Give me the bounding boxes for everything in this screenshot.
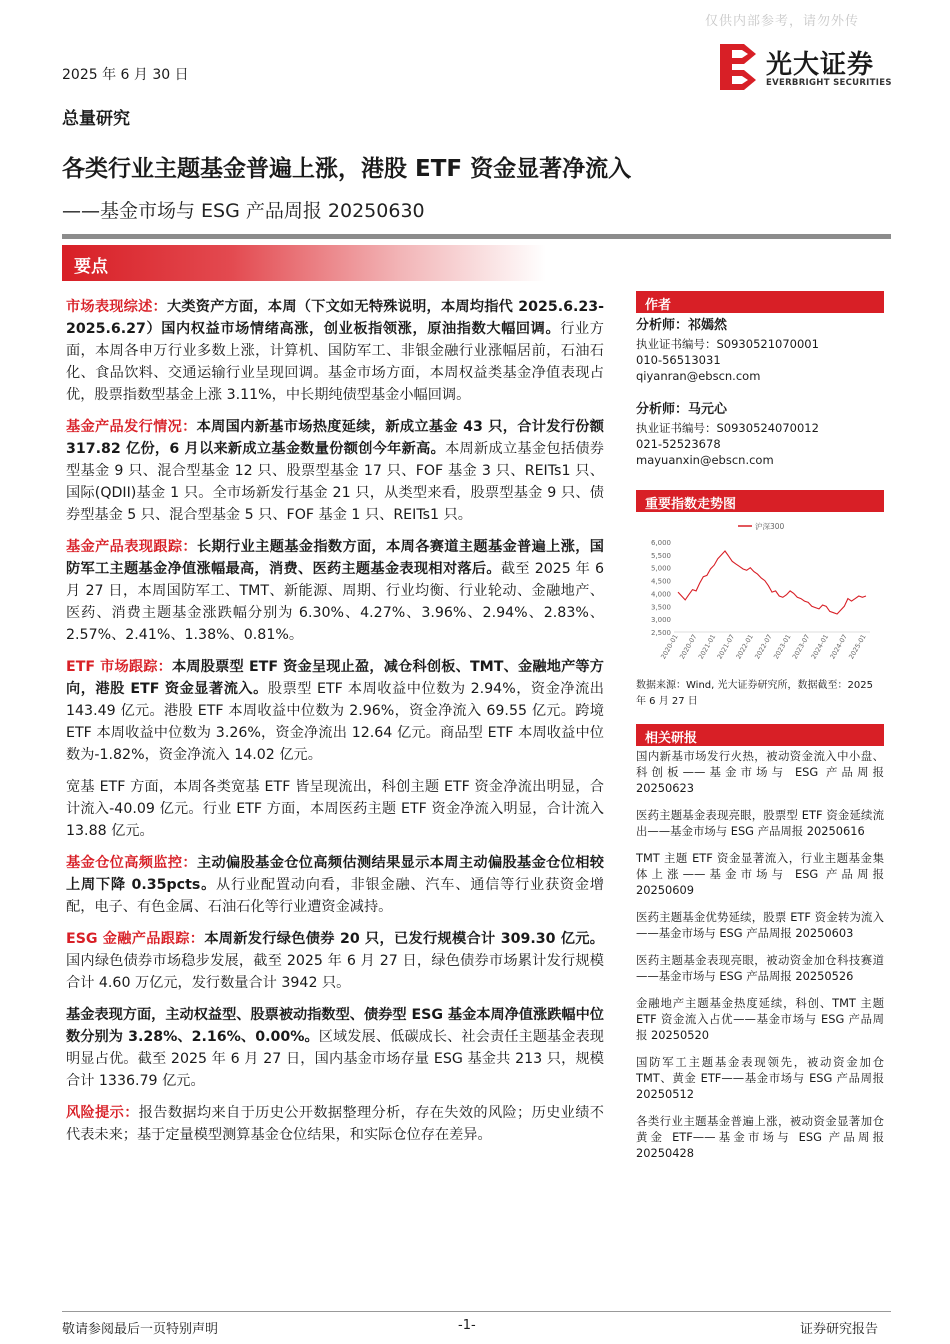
analyst-cert: 执业证书编号：S0930524070012 [636, 421, 819, 435]
related-research-list [636, 748, 884, 1172]
x-tick-label: 2024-07 [828, 633, 849, 661]
brand-name-en: EVERBRIGHT SECURITIES [766, 78, 892, 88]
x-tick-label: 2023-07 [790, 633, 812, 661]
report-category: 总量研究 [62, 109, 130, 129]
y-tick-label: 3,500 [650, 603, 671, 612]
key-points-label: 要点 [74, 257, 108, 277]
key-points-body [66, 296, 604, 1156]
footer-disclaimer: 敬请参阅最后一页特别声明 [62, 1322, 219, 1337]
chart-header: 重要指数走势图 [636, 490, 884, 512]
index-chart [640, 520, 882, 670]
y-tick-label: 5,000 [650, 564, 671, 573]
related-report-link[interactable]: 医药主题基金优势延续，股票 ETF 资金转为流入——基金市场与 ESG 产品周报 20250603 [636, 910, 884, 940]
authors-header: 作者 [636, 291, 884, 313]
page-number: -1- [458, 1318, 476, 1333]
report-date: 2025 年 6 月 30 日 [62, 67, 189, 83]
analyst-cert: 执业证书编号：S0930521070001 [636, 337, 819, 351]
related-report-link[interactable]: 金融地产主题基金热度延续，科创、TMT 主题 ETF 资金流入占优——基金市场与 ESG 产品周报 20250520 [636, 996, 884, 1042]
chart-source: 数据来源：Wind, 光大证券研究所，数据截至：2025 年 6 月 27 日 [636, 680, 873, 707]
x-tick-label: 2020-07 [678, 633, 699, 661]
related-report-link[interactable]: TMT 主题 ETF 资金显著流入，行业主题基金集体上涨——基金市场与 ESG 产品周报 20250609 [636, 851, 884, 897]
y-tick-label: 4,000 [650, 590, 671, 599]
section-paragraph: 宽基 ETF 方面，本周各类宽基 ETF 皆呈现流出，科创主题 ETF 资金净流出明显，合计流入-40.09 亿元。行业 ETF 方面，本周医药主题 ETF 资金净流入明显，合计流入 13.88 亿元。 [66, 779, 604, 839]
report-title: 各类行业主题基金普遍上涨，港股 ETF 资金显著净流入 [62, 156, 632, 182]
y-tick-label: 6,000 [650, 539, 671, 547]
section-paragraph: 风险提示：报告数据均来自于历史公开数据整理分析，存在失效的风险；历史业绩不代表未来；基于定量模型测算基金仓位结果，和实际仓位存在差异。 [66, 1105, 604, 1143]
series-line-hs300 [678, 551, 866, 614]
brand-logo [718, 42, 893, 94]
y-tick-label: 2,500 [650, 629, 671, 637]
related-report-link[interactable]: 医药主题基金表现亮眼，股票型 ETF 资金延续流出——基金市场与 ESG 产品周报 20250616 [636, 808, 884, 838]
analyst-name: 分析师：马元心 [636, 402, 728, 417]
index-line-chart [640, 520, 882, 670]
section-paragraph: ETF 市场跟踪：本周股票型 ETF 资金呈现止盈，减仓科创板、TMT、金融地产等方向，港股 ETF 资金显著流入。股票型 ETF 本周收益中位数为 2.94%，资金净流出 143.49 亿元。港股 ETF 本周收益中位数为 2.96%，资金净流入 69.55 亿元。跨境 ETF 本周收益中位数为 3.26%，资金净流出 12.64 亿元。商品型 ETF 本周收益中位数为-1.82%，资金净流入 14.02 亿元。 [66, 659, 604, 763]
y-tick-label: 4,500 [650, 577, 671, 586]
key-points-banner [62, 245, 546, 281]
x-tick-label: 2022-01 [734, 633, 755, 661]
x-tick-label: 2025-01 [847, 633, 868, 661]
x-tick-label: 2024-01 [809, 633, 831, 661]
x-tick-label: 2021-01 [696, 633, 718, 661]
analyst-phone: 010-56513031 [636, 353, 721, 367]
x-tick-label: 2022-07 [753, 633, 774, 661]
everbright-logo-icon [718, 42, 758, 92]
x-tick-label: 2020-01 [659, 633, 680, 661]
footer-divider [62, 1311, 891, 1312]
x-tick-label: 2023-01 [772, 633, 793, 661]
section-paragraph: 基金产品表现跟踪：长期行业主题基金指数方面，本周各赛道主题基金普遍上涨，国防军工主题基金净值涨幅最高，消费、医药主题基金表现相对落后。截至 2025 年 6 月 27 日，本周国防军工、TMT、新能源、周期、行业均衡、行业轮动、金融地产、医药、消费主题基金涨跌幅分别为 6.30%、4.27%、3.96%、2.94%、2.83%、2.57%、2.41%、1.38%、0.81%。 [66, 539, 604, 643]
related-report-link[interactable]: 国内新基市场发行火热，被动资金流入中小盘、科创板——基金市场与 ESG 产品周报 20250623 [636, 749, 884, 795]
related-report-link[interactable]: 各类行业主题基金普遍上涨，被动资金显著加仓黄金 ETF——基金市场与 ESG 产品周报 20250428 [636, 1114, 884, 1160]
related-report-link[interactable]: 医药主题基金表现亮眼，被动资金加仓科技赛道——基金市场与 ESG 产品周报 20250526 [636, 953, 884, 983]
section-paragraph: 基金产品发行情况：本周国内新基市场热度延续，新成立基金 43 只，合计发行份额 317.82 亿份，6 月以来新成立基金数量份额创今年新高。本周新成立基金包括债券型基金 9 只、混合型基金 12 只、股票型基金 17 只、FOF 基金 3 只、REITs1 只、国际(QDII)基金 1 只。全市场新发行基金 21 只，从类型来看，股票型基金 9 只、债券型基金 5 只、混合型基金 5 只、FOF 基金 1 只、REITs1 只。 [66, 419, 605, 523]
watermark: 仅供内部参考，请勿外传 [705, 14, 860, 29]
section-paragraph: 市场表现综述：大类资产方面，本周（下文如无特殊说明，本周均指代 2025.6.23-2025.6.27）国内权益市场情绪高涨，创业板指领涨，原油指数大幅回调。行业方面，本周各申万行业多数上涨，计算机、国防军工、非银金融行业涨幅居前，石油石化、食品饮料、交通运输行业呈现回调。基金市场方面，本周权益类基金净值表现占优，股票指数型基金上涨 3.11%，中长期纯债型基金小幅回调。 [66, 299, 604, 403]
analyst-phone: 021-52523678 [636, 437, 721, 451]
analyst-block [636, 402, 884, 468]
related-report-link[interactable]: 国防军工主题基金表现领先，被动资金加仓 TMT、黄金 ETF——基金市场与 ESG 产品周报 20250512 [636, 1055, 884, 1101]
x-tick-label: 2021-07 [715, 633, 737, 661]
section-paragraph: 基金表现方面，主动权益型、股票被动指数型、债券型 ESG 基金本周净值涨跌幅中位数分别为 3.28%、2.16%、0.00%。区域发展、低碳成长、社会责任主题基金表现明显占优。截至 2025 年 6 月 27 日，国内基金市场存量 ESG 基金共 213 只，规模合计 1336.79 亿元。 [66, 1007, 604, 1089]
analyst-name: 分析师：祁嫣然 [636, 318, 728, 333]
legend-label: 沪深300 [755, 522, 785, 531]
footer-report-type: 证券研究报告 [800, 1322, 879, 1337]
report-subtitle: ——基金市场与 ESG 产品周报 20250630 [62, 200, 425, 222]
analyst-email[interactable]: mayuanxin@ebscn.com [636, 453, 774, 467]
brand-name-cn: 光大证券 [766, 50, 875, 80]
title-divider [62, 234, 891, 239]
y-tick-label: 3,000 [650, 616, 671, 625]
analyst-email[interactable]: qiyanran@ebscn.com [636, 369, 761, 383]
section-paragraph: 基金仓位高频监控：主动偏股基金仓位高频估测结果显示本周主动偏股基金仓位相较上周下降 0.35pcts。从行业配置动向看，非银金融、汽车、通信等行业获资金增配，电子、有色金属、石油石化等行业遭资金减持。 [66, 855, 604, 915]
y-tick-label: 5,500 [650, 551, 671, 560]
analyst-block [636, 318, 884, 384]
related-header: 相关研报 [636, 724, 884, 746]
section-paragraph: ESG 金融产品跟踪：本周新发行绿色债券 20 只，已发行规模合计 309.30 亿元。国内绿色债券市场稳步发展，截至 2025 年 6 月 27 日，绿色债券市场累计发行规模合计 4.60 万亿元，发行数量合计 3942 只。 [66, 931, 604, 991]
